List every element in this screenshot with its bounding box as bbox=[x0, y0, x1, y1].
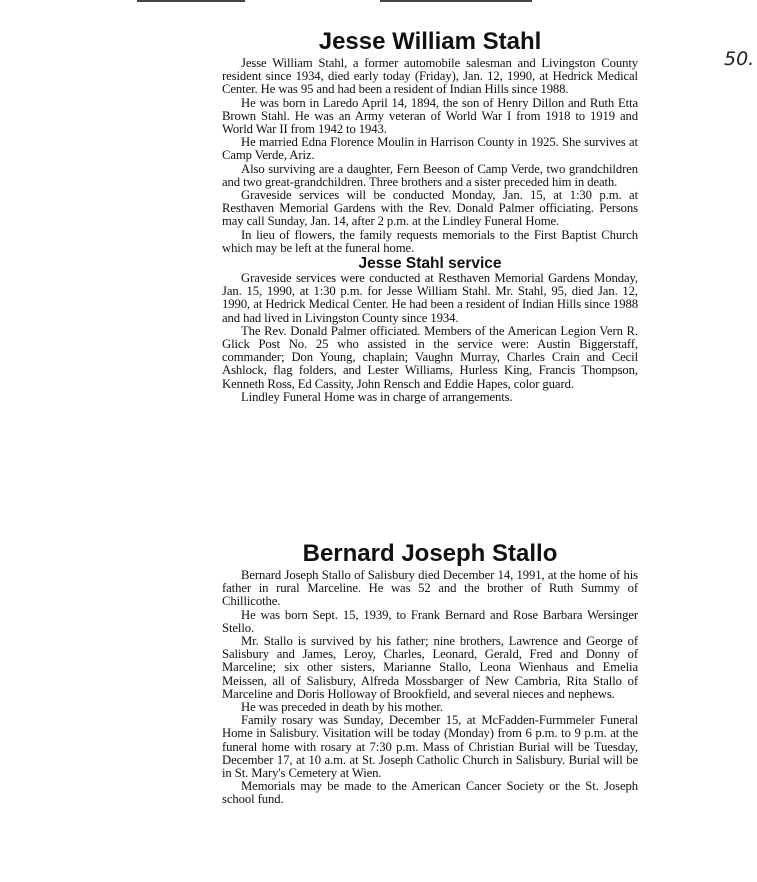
obituary-paragraph: Bernard Joseph Stallo of Salisbury died December 14, 1991, at the home of his father in rural Marceline. He was 52 and the brother of Ruth Summy of Chillicothe. bbox=[222, 568, 638, 609]
obituary-paragraph: He was preceded in death by his mother. bbox=[241, 700, 443, 715]
obituary-jesse-william-stahl bbox=[222, 28, 638, 404]
obituary-paragraph: Also surviving are a daughter, Fern Beeson of Camp Verde, two grandchildren and two great-grandchildren. Three brothers and a sister preceded him in death. bbox=[222, 161, 638, 189]
obituary-paragraph: He married Edna Florence Moulin in Harrison County in 1925. She survives at Camp Verde, Ariz. bbox=[222, 135, 638, 163]
service-paragraph: Lindley Funeral Home was in charge of arrangements. bbox=[241, 389, 513, 404]
obituary-headline: Jesse William Stahl bbox=[318, 28, 542, 55]
obituary-paragraph: He was born in Laredo April 14, 1894, the son of Henry Dillon and Ruth Etta Brown Stahl. He was an Army veteran of World War I from 1918 to 1919 and World War II from 1942 to 1943. bbox=[222, 95, 638, 137]
obituary-bernard-joseph-stallo bbox=[222, 540, 638, 807]
obituary-paragraph: In lieu of flowers, the family requests memorials to the First Baptist Church which may be left at the funeral home. bbox=[222, 227, 638, 255]
obituary-paragraph: Mr. Stallo is survived by his father; nine brothers, Lawrence and George of Salisbury and James, Leroy, Charles, Leonard, Gerald, Fred and Donny of Marceline; six other sisters, Marianne Stallo, Leona Wienhaus and Emelia Meissen, all of Salisbury, Alfreda Mossbarger of New Cambria, Rita Stallo of Marceline and Doris Holloway of Brookfield, and several nieces and nephews. bbox=[222, 634, 638, 701]
obituary-paragraph: He was born Sept. 15, 1939, to Frank Bernard and Rose Barbara Wersinger Stello. bbox=[222, 607, 638, 635]
obituary-paragraph: Memorials may be made to the American Cancer Society or the St. Joseph school fund. bbox=[222, 779, 638, 807]
obituary-paragraph: Graveside services will be conducted Monday, Jan. 15, at 1:30 p.m. at Resthaven Memorial Gardens with the Rev. Donald Palmer officiating. Persons may call Sunday, Jan. 14, after 2 p.m. at the Lindley Funeral Home. bbox=[222, 188, 638, 229]
obituary-paragraph: Jesse William Stahl, a former automobile salesman and Livingston County resident since 1934, died early today (Friday), Jan. 12, 1990, at Hedrick Medical Center. He was 95 and had been a resident of Indian Hills since 1988. bbox=[222, 56, 638, 97]
obituary-headline: Bernard Joseph Stallo bbox=[302, 540, 558, 567]
service-notice-headline: Jesse Stahl service bbox=[358, 255, 502, 273]
service-paragraph: The Rev. Donald Palmer officiated. Members of the American Legion Vern R. Glick Post No. 25 who assisted in the service were: Austin Biggerstaff, commander; Don Young, chaplain; Vaughn Murray, Charles Crain and Cecil Ashlock, flag folders, and Lester Williams, Hurless King, Francis Thompson, Kenneth Ross, Ed Cassity, John Rensch and Eddie Hapes, color guard. bbox=[222, 323, 638, 391]
handwritten-page-number: 50. bbox=[724, 48, 755, 70]
service-paragraph: Graveside services were conducted at Resthaven Memorial Gardens Monday, Jan. 15, 1990, at 1:30 p.m. for Jesse William Stahl. Mr. Stahl, 95, died Jan. 12, 1990, at Hedrick Medical Center. He had been a resident of Indian Hills since 1988 and had lived in Livingston County since 1934. bbox=[222, 271, 638, 325]
obituary-paragraph: Family rosary was Sunday, December 15, at McFadden-Furmmeler Funeral Home in Salisbury. Visitation will be today (Monday) from 6 p.m. to 9 p.m. at the funeral home with rosary at 7:30 p.m. Mass of Christian Burial will be Tuesday, December 17, at 10 a.m. at St. Joseph Catholic Church in Salisbury. Burial will be in St. Mary's Cemetery at Wien. bbox=[222, 713, 638, 781]
top-rule-right bbox=[380, 0, 532, 2]
top-rule-left bbox=[137, 0, 245, 2]
